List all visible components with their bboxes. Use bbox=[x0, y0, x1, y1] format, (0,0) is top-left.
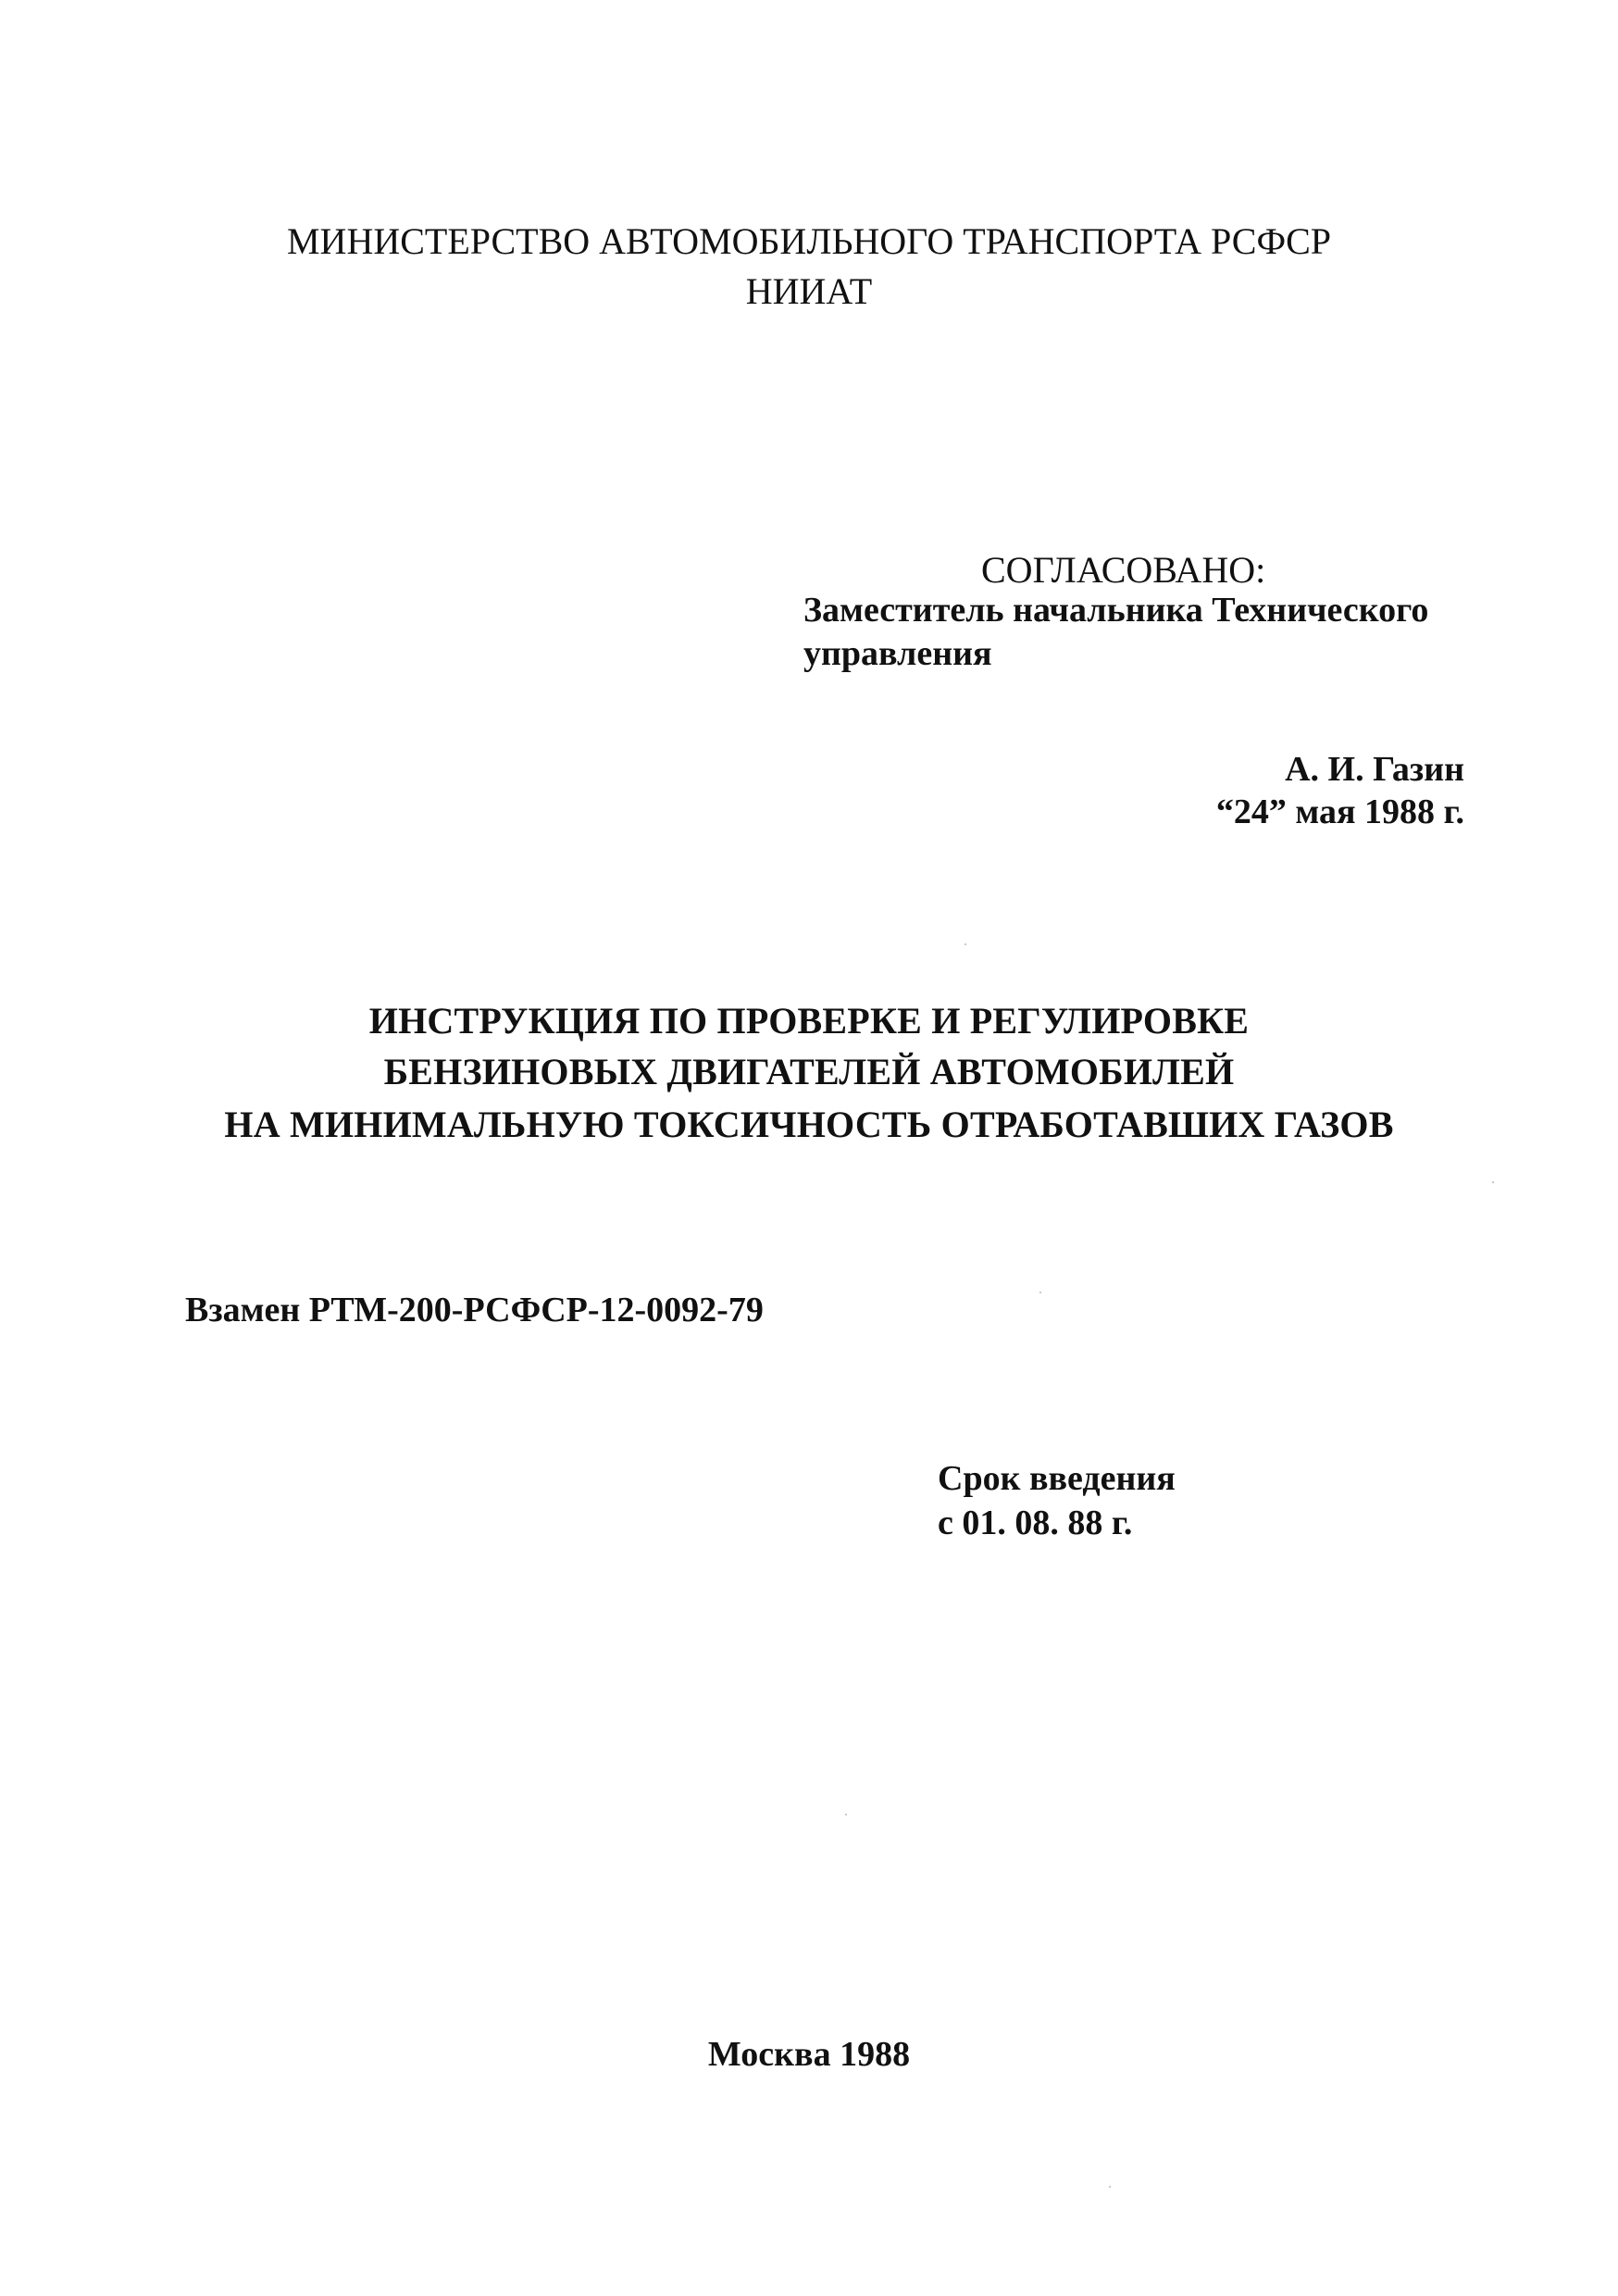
document-title-line-3: НА МИНИМАЛЬНУЮ ТОКСИЧНОСТЬ ОТРАБОТАВШИХ ГАЗОВ bbox=[224, 1104, 1394, 1145]
scan-speck bbox=[965, 943, 966, 945]
approval-date: “24” мая 1988 г. bbox=[1215, 792, 1464, 831]
scan-speck bbox=[845, 1814, 847, 1816]
replacement-reference: Взамен РТМ-200-РСФСР-12-0092-79 bbox=[185, 1291, 764, 1329]
scan-speck bbox=[1109, 2186, 1111, 2188]
document-title-line-1: ИНСТРУКЦИЯ ПО ПРОВЕРКЕ И РЕГУЛИРОВКЕ bbox=[368, 1000, 1250, 1042]
effective-date-label: Срок введения bbox=[938, 1459, 1176, 1498]
approval-position-line-2: управления bbox=[803, 634, 992, 673]
scan-speck bbox=[1039, 1292, 1041, 1293]
ministry-title: МИНИСТЕРСТВО АВТОМОБИЛЬНОГО ТРАНСПОРТА РСФСР bbox=[286, 220, 1331, 262]
approval-position-line-1: Заместитель начальника Технического bbox=[803, 591, 1429, 630]
document-title-line-2: БЕНЗИНОВЫХ ДВИГАТЕЛЕЙ АВТОМОБИЛЕЙ bbox=[383, 1051, 1235, 1092]
scan-speck bbox=[1492, 1181, 1494, 1183]
approval-heading: СОГЛАСОВАНО: bbox=[981, 549, 1266, 591]
institute-name: НИИАТ bbox=[745, 270, 873, 312]
approval-signatory-name: А. И. Газин bbox=[1285, 750, 1464, 789]
effective-date-value: с 01. 08. 88 г. bbox=[938, 1504, 1133, 1542]
publication-place-year: Москва 1988 bbox=[707, 2035, 911, 2074]
